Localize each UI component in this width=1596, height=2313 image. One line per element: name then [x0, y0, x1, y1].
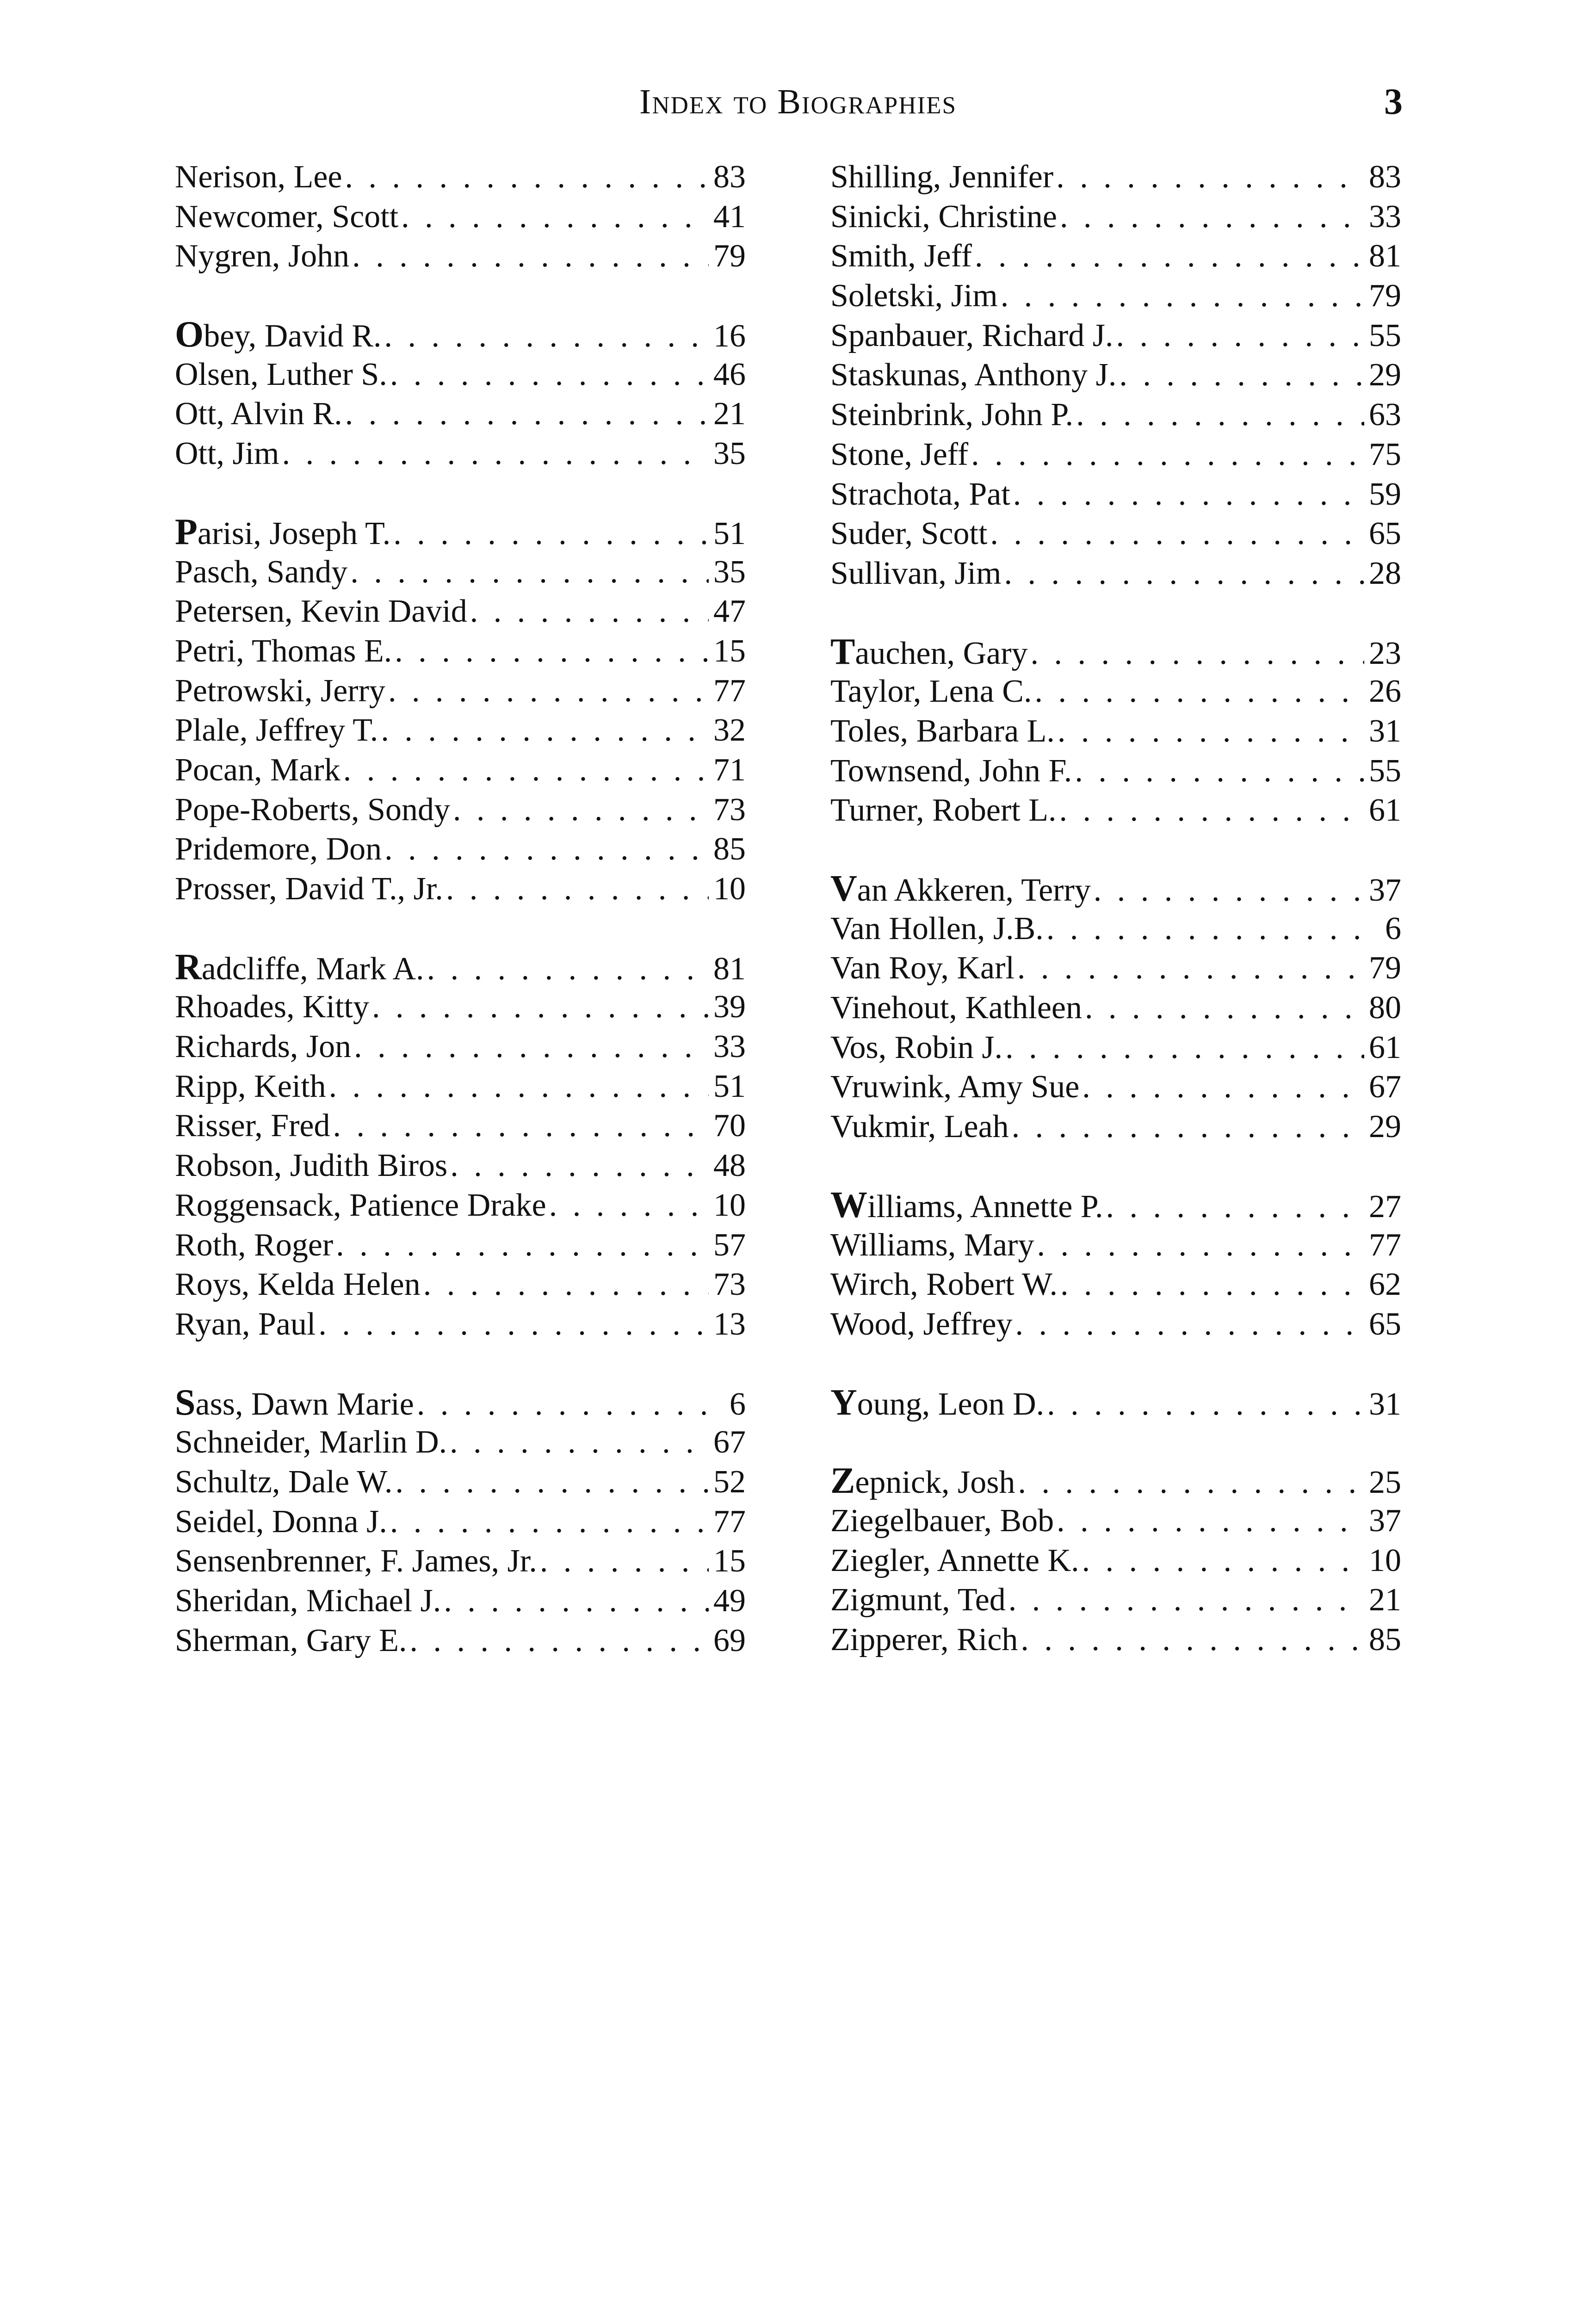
- entry-name: Tauchen, Gary: [830, 632, 1028, 672]
- entry-name: Williams, Annette P.: [830, 1185, 1103, 1225]
- entry-page-number: 48: [713, 1148, 746, 1184]
- dot-leader: [443, 869, 709, 909]
- dot-leader: [378, 711, 709, 750]
- index-letter-group: [175, 157, 746, 276]
- dot-leader: [387, 355, 709, 395]
- dot-leader: [1009, 1107, 1364, 1147]
- dot-leader: [349, 236, 709, 276]
- index-entry: [175, 948, 746, 988]
- dot-leader: [1072, 751, 1364, 791]
- entry-page-number: 65: [1369, 1306, 1401, 1342]
- index-entry: [175, 750, 746, 790]
- entry-name: Toles, Barbara L.: [830, 713, 1055, 749]
- entry-page-number: 26: [1369, 674, 1401, 710]
- entry-name: Van Hollen, J.B.: [830, 910, 1044, 946]
- entry-name: Petri, Thomas E.: [175, 633, 392, 669]
- index-entry: [830, 1265, 1401, 1305]
- dot-leader: [1055, 711, 1364, 751]
- index-entry: [175, 1186, 746, 1225]
- dot-leader: [347, 552, 709, 592]
- entry-name: Young, Leon D.: [830, 1383, 1045, 1423]
- index-entry: [830, 1383, 1401, 1423]
- entry-name: Robson, Judith Biros: [175, 1148, 448, 1184]
- index-entry: [175, 236, 746, 276]
- entry-page-number: 77: [713, 1503, 746, 1540]
- dot-leader: [369, 987, 709, 1027]
- dot-leader: [1057, 197, 1364, 237]
- dot-leader: [398, 197, 709, 237]
- entry-page-number: 69: [713, 1622, 746, 1658]
- index-entry: [830, 791, 1401, 830]
- entry-name: Taylor, Lena C.: [830, 674, 1032, 710]
- entry-name: Wirch, Robert W.: [830, 1267, 1058, 1303]
- dot-leader: [1002, 1028, 1364, 1068]
- entry-page-number: 80: [1369, 990, 1401, 1026]
- entry-page-number: 85: [713, 831, 746, 867]
- index-entry: [830, 355, 1401, 395]
- entry-page-number: 85: [1369, 1622, 1401, 1657]
- entry-page-number: 33: [1369, 198, 1401, 235]
- entry-name: Pasch, Sandy: [175, 554, 348, 590]
- entry-name: Williams, Mary: [830, 1227, 1034, 1263]
- index-entry: [175, 157, 746, 197]
- entry-name: Zipperer, Rich: [830, 1622, 1018, 1657]
- dot-leader: [1056, 791, 1364, 830]
- entry-page-number: 51: [713, 515, 746, 551]
- index-entry: [830, 514, 1401, 554]
- index-entry: [175, 315, 746, 355]
- entry-page-number: 10: [1369, 1542, 1401, 1578]
- entry-name: Vruwink, Amy Sue: [830, 1069, 1080, 1105]
- entry-name: Ziegler, Annette K.: [830, 1542, 1079, 1578]
- dot-leader: [972, 236, 1364, 276]
- entry-page-number: 31: [1369, 1386, 1401, 1422]
- entry-name: Pridemore, Don: [175, 831, 382, 867]
- index-letter-group: [175, 1383, 746, 1661]
- index-letter-group: [175, 315, 746, 474]
- dot-leader: [414, 1385, 709, 1423]
- dot-leader: [351, 1027, 709, 1067]
- index-entry: [175, 711, 746, 750]
- dot-leader: [342, 394, 709, 434]
- entry-name: Ziegelbauer, Bob: [830, 1503, 1054, 1539]
- dot-leader: [390, 514, 709, 552]
- entry-page-number: 32: [713, 712, 746, 748]
- dot-leader: [392, 631, 709, 671]
- entry-page-number: 67: [1369, 1069, 1401, 1105]
- dot-leader: [450, 790, 709, 830]
- index-entry: [830, 869, 1401, 909]
- entry-name: Ryan, Paul: [175, 1306, 316, 1342]
- dot-leader: [342, 157, 709, 197]
- dot-leader: [387, 1502, 709, 1542]
- index-entry: [175, 1146, 746, 1186]
- dot-leader: [1103, 1187, 1364, 1225]
- entry-name: Sullivan, Jim: [830, 555, 1002, 591]
- entry-page-number: 83: [1369, 159, 1401, 195]
- index-entry: [175, 1621, 746, 1661]
- entry-name: Sinicki, Christine: [830, 198, 1057, 235]
- entry-name: Roggensack, Patience Drake: [175, 1187, 546, 1223]
- entry-page-number: 21: [1369, 1582, 1401, 1618]
- entry-name: Wood, Jeffrey: [830, 1306, 1013, 1342]
- index-entry: [830, 909, 1401, 949]
- entry-name: Ott, Jim: [175, 436, 279, 472]
- index-entry: [830, 1501, 1401, 1541]
- entry-page-number: 75: [1369, 436, 1401, 472]
- index-entry: [175, 1305, 746, 1344]
- entry-name: Parisi, Joseph T.: [175, 512, 391, 552]
- index-letter-group: [830, 1461, 1401, 1659]
- index-entry: [830, 157, 1401, 197]
- entry-name: Steinbrink, John P.: [830, 397, 1074, 433]
- index-entry: [175, 1541, 746, 1581]
- entry-page-number: 23: [1369, 635, 1401, 671]
- entry-name: Sass, Dawn Marie: [175, 1383, 414, 1423]
- index-entry: [830, 1067, 1401, 1107]
- dot-leader: [1006, 1580, 1364, 1620]
- entry-page-number: 61: [1369, 792, 1401, 829]
- index-entry: [175, 1027, 746, 1067]
- dot-leader: [1079, 1541, 1364, 1581]
- dot-leader: [1044, 909, 1364, 949]
- index-entry: [830, 1620, 1401, 1660]
- entry-page-number: 39: [713, 989, 746, 1025]
- entry-name: Staskunas, Anthony J.: [830, 357, 1117, 393]
- entry-page-number: 73: [713, 1267, 746, 1303]
- entry-name: Olsen, Luther S.: [175, 356, 387, 392]
- entry-page-number: 67: [713, 1424, 746, 1460]
- dot-leader: [340, 750, 709, 790]
- dot-leader: [1116, 355, 1364, 395]
- dot-leader: [333, 1225, 709, 1265]
- entry-name: Stone, Jeff: [830, 436, 969, 472]
- entry-page-number: 10: [713, 1187, 746, 1223]
- entry-name: Zigmunt, Ted: [830, 1582, 1006, 1618]
- entry-page-number: 6: [730, 1386, 746, 1422]
- page-header: [0, 79, 1596, 134]
- dot-leader: [987, 514, 1364, 554]
- index-entry: [830, 554, 1401, 594]
- dot-leader: [1054, 1501, 1364, 1541]
- index-entry: [175, 1265, 746, 1305]
- index-entry: [175, 869, 746, 909]
- entry-page-number: 71: [713, 752, 746, 788]
- index-entry: [830, 1186, 1401, 1225]
- entry-page-number: 27: [1369, 1188, 1401, 1225]
- entry-name: Strachota, Pat: [830, 476, 1010, 512]
- dot-leader: [1010, 475, 1364, 514]
- entry-page-number: 81: [713, 951, 746, 987]
- entry-page-number: 51: [713, 1068, 746, 1104]
- entry-page-number: 79: [1369, 950, 1401, 986]
- entry-page-number: 6: [1385, 910, 1401, 946]
- entry-page-number: 47: [713, 594, 746, 630]
- entry-name: Plale, Jeffrey T.: [175, 712, 378, 748]
- entry-page-number: 16: [713, 318, 746, 354]
- entry-page-number: 10: [713, 871, 746, 907]
- index-entry: [830, 1305, 1401, 1344]
- index-entry: [175, 1422, 746, 1462]
- index-letter-group: [175, 948, 746, 1344]
- index-letter-group: [830, 1383, 1401, 1423]
- entry-name: Risser, Fred: [175, 1108, 330, 1144]
- index-entry: [830, 751, 1401, 791]
- index-entry: [830, 1225, 1401, 1265]
- index-entry: [175, 355, 746, 395]
- dot-leader: [382, 316, 709, 355]
- dot-leader: [1013, 1305, 1364, 1344]
- entry-name: Shilling, Jennifer: [830, 159, 1054, 195]
- entry-page-number: 15: [713, 633, 746, 669]
- entry-name: Obey, David R.: [175, 315, 382, 355]
- entry-name: Petrowski, Jerry: [175, 673, 385, 709]
- index-entry: [175, 1462, 746, 1502]
- dot-leader: [1034, 1225, 1364, 1265]
- entry-page-number: 65: [1369, 516, 1401, 552]
- index-letter-group: [830, 632, 1401, 830]
- entry-name: Roth, Roger: [175, 1227, 334, 1263]
- entry-page-number: 79: [1369, 278, 1401, 314]
- entry-name: Pocan, Mark: [175, 752, 340, 788]
- index-entry: [175, 790, 746, 830]
- entry-page-number: 37: [1369, 1503, 1401, 1539]
- index-letter-group: [830, 869, 1401, 1147]
- index-entry: [175, 434, 746, 474]
- dot-leader: [1015, 1463, 1364, 1501]
- index-entry: [175, 987, 746, 1027]
- dot-leader: [1113, 316, 1364, 356]
- dot-leader: [998, 276, 1364, 316]
- entry-name: Vukmir, Leah: [830, 1109, 1009, 1145]
- entry-name: Van Roy, Karl: [830, 950, 1015, 986]
- entry-name: Ott, Alvin R.: [175, 396, 342, 432]
- entry-page-number: 62: [1369, 1267, 1401, 1303]
- index-entry: [175, 1225, 746, 1265]
- dot-leader: [1082, 988, 1364, 1028]
- entry-page-number: 21: [713, 396, 746, 432]
- index-entry: [830, 948, 1401, 988]
- entry-page-number: 25: [1369, 1465, 1401, 1501]
- page-number: 3: [1384, 81, 1403, 122]
- dot-leader: [1079, 1067, 1364, 1107]
- entry-name: Newcomer, Scott: [175, 198, 399, 235]
- index-entry: [830, 1028, 1401, 1068]
- entry-name: Petersen, Kevin David: [175, 594, 467, 630]
- index-entry: [830, 632, 1401, 672]
- entry-page-number: 70: [713, 1108, 746, 1144]
- index-entry: [830, 1580, 1401, 1620]
- dot-leader: [407, 1621, 709, 1661]
- dot-leader: [447, 1422, 709, 1462]
- index-entry: [175, 513, 746, 552]
- entry-name: Richards, Jon: [175, 1029, 352, 1065]
- entry-page-number: 49: [713, 1583, 746, 1619]
- entry-page-number: 31: [1369, 713, 1401, 749]
- entry-page-number: 55: [1369, 317, 1401, 353]
- dot-leader: [537, 1541, 709, 1581]
- entry-page-number: 73: [713, 792, 746, 828]
- index-entry: [830, 435, 1401, 475]
- entry-name: Nerison, Lee: [175, 159, 342, 195]
- index-entry: [175, 1502, 746, 1542]
- dot-leader: [315, 1305, 709, 1344]
- entry-name: Vinehout, Kathleen: [830, 990, 1082, 1026]
- index-entry: [175, 552, 746, 592]
- dot-leader: [1053, 157, 1364, 197]
- entry-name: Sherman, Gary E.: [175, 1622, 407, 1658]
- index-column-right: [830, 157, 1401, 1699]
- entry-name: Nygren, John: [175, 238, 350, 274]
- entry-page-number: 13: [713, 1306, 746, 1342]
- entry-name: Sheridan, Michael J.: [175, 1583, 441, 1619]
- index-entry: [830, 988, 1401, 1028]
- entry-name: Schultz, Dale W.: [175, 1464, 393, 1500]
- index-entry: [175, 1106, 746, 1146]
- page-title: Index to Biographies: [639, 82, 957, 121]
- entry-name: Rhoades, Kitty: [175, 989, 369, 1025]
- dot-leader: [330, 1106, 709, 1146]
- entry-page-number: 52: [713, 1464, 746, 1500]
- index-entry: [175, 197, 746, 237]
- entry-name: Smith, Jeff: [830, 238, 972, 274]
- index-entry: [175, 592, 746, 631]
- dot-leader: [441, 1581, 709, 1621]
- dot-leader: [467, 592, 709, 631]
- entry-name: Spanbauer, Richard J.: [830, 317, 1113, 353]
- index-entry: [830, 316, 1401, 356]
- entry-name: Pope-Roberts, Sondy: [175, 792, 450, 828]
- dot-leader: [1091, 871, 1364, 909]
- dot-leader: [1073, 395, 1364, 435]
- dot-leader: [385, 671, 709, 711]
- entry-page-number: 57: [713, 1227, 746, 1263]
- index-entry: [830, 711, 1401, 751]
- entry-name: Turner, Robert L.: [830, 792, 1057, 829]
- dot-leader: [1044, 1385, 1364, 1423]
- dot-leader: [279, 434, 709, 474]
- entry-name: Zepnick, Josh: [830, 1461, 1015, 1501]
- dot-leader: [1032, 672, 1364, 711]
- index-entry: [830, 475, 1401, 514]
- entry-page-number: 83: [713, 159, 746, 195]
- entry-page-number: 29: [1369, 1109, 1401, 1145]
- entry-page-number: 46: [713, 356, 746, 392]
- entry-name: Townsend, John F.: [830, 753, 1072, 789]
- index-letter-group: [830, 157, 1401, 594]
- entry-name: Soletski, Jim: [830, 278, 998, 314]
- entry-page-number: 59: [1369, 476, 1401, 512]
- entry-name: Radcliffe, Mark A.: [175, 947, 424, 988]
- entry-page-number: 28: [1369, 555, 1401, 591]
- dot-leader: [424, 949, 709, 988]
- dot-leader: [447, 1146, 709, 1186]
- dot-leader: [1058, 1265, 1364, 1305]
- dot-leader: [382, 829, 709, 869]
- index-entry: [830, 276, 1401, 316]
- index-entry: [175, 394, 746, 434]
- entry-name: Ripp, Keith: [175, 1068, 326, 1104]
- index-entry: [175, 1067, 746, 1107]
- index-entry: [830, 1541, 1401, 1581]
- entry-page-number: 37: [1369, 872, 1401, 908]
- entry-page-number: 77: [713, 673, 746, 709]
- entry-page-number: 29: [1369, 357, 1401, 393]
- index-entry: [175, 829, 746, 869]
- index-letter-group: [830, 1186, 1401, 1344]
- entry-page-number: 79: [713, 238, 746, 274]
- index-entry: [830, 236, 1401, 276]
- dot-leader: [1015, 948, 1364, 988]
- index-entry: [830, 1461, 1401, 1501]
- dot-leader: [1018, 1620, 1364, 1660]
- entry-page-number: 41: [713, 198, 746, 235]
- dot-leader: [968, 435, 1364, 475]
- index-entry: [830, 395, 1401, 435]
- entry-page-number: 81: [1369, 238, 1401, 274]
- dot-leader: [421, 1265, 709, 1305]
- index-entry: [830, 1107, 1401, 1147]
- index-entry: [175, 671, 746, 711]
- entry-page-number: 63: [1369, 397, 1401, 433]
- index-column-left: [175, 157, 746, 1699]
- dot-leader: [326, 1067, 709, 1107]
- index-entry: [175, 631, 746, 671]
- entry-page-number: 55: [1369, 753, 1401, 789]
- index-entry: [175, 1383, 746, 1423]
- index-entry: [830, 197, 1401, 237]
- entry-name: Prosser, David T., Jr.: [175, 871, 443, 907]
- entry-page-number: 33: [713, 1029, 746, 1065]
- dot-leader: [1028, 634, 1365, 672]
- entry-name: Suder, Scott: [830, 516, 988, 552]
- entry-name: Van Akkeren, Terry: [830, 869, 1091, 909]
- entry-name: Roys, Kelda Helen: [175, 1267, 421, 1303]
- dot-leader: [546, 1186, 709, 1225]
- index-letter-group: [175, 513, 746, 909]
- entry-name: Seidel, Donna J.: [175, 1503, 387, 1540]
- entry-name: Vos, Robin J.: [830, 1029, 1003, 1065]
- index-entry: [175, 1581, 746, 1621]
- entry-page-number: 77: [1369, 1227, 1401, 1263]
- dot-leader: [392, 1462, 709, 1502]
- index-entry: [830, 672, 1401, 711]
- entry-page-number: 35: [713, 436, 746, 472]
- entry-page-number: 35: [713, 554, 746, 590]
- entry-page-number: 61: [1369, 1029, 1401, 1065]
- entry-name: Sensenbrenner, F. James, Jr.: [175, 1543, 537, 1579]
- dot-leader: [1001, 554, 1364, 594]
- entry-name: Schneider, Marlin D.: [175, 1424, 447, 1460]
- entry-page-number: 15: [713, 1543, 746, 1579]
